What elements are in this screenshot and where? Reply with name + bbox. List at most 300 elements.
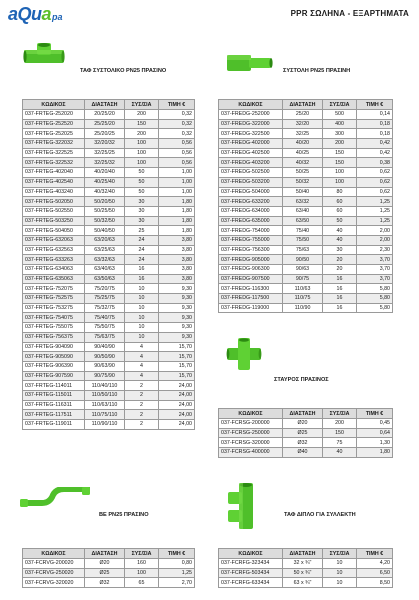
cell-pack: 50 xyxy=(125,168,159,178)
cell-price: 24,00 xyxy=(159,381,195,391)
cell-code: 037-FRTEG-114011 xyxy=(23,381,85,391)
cell-code: 037-FRTEG-754075 xyxy=(23,313,85,323)
cell-pack: 16 xyxy=(125,265,159,275)
brand-logo-part2: a xyxy=(41,4,52,24)
cell-size: 75/32/75 xyxy=(85,303,125,313)
cell-pack: 25 xyxy=(125,226,159,236)
cell-size: Ø20 xyxy=(85,559,125,569)
cell-pack: 10 xyxy=(125,284,159,294)
cell-code: 037-FREDG-635000 xyxy=(219,216,283,226)
cell-pack: 24 xyxy=(125,235,159,245)
cell-pack: 100 xyxy=(323,168,357,178)
cell-code: 037-FCRSG-250000 xyxy=(219,428,283,438)
cell-pack: 10 xyxy=(323,559,357,569)
table-row xyxy=(219,177,393,187)
cell-code: 037-FCRVG-200020 xyxy=(23,559,85,569)
cell-pack: 50 xyxy=(323,216,357,226)
table-row xyxy=(23,158,195,168)
table-row xyxy=(219,568,393,578)
cell-pack: 100 xyxy=(323,177,357,187)
cell-size: 90/40/90 xyxy=(85,342,125,352)
brand-logo-part1: aQu xyxy=(8,4,42,24)
table-row xyxy=(219,158,393,168)
cell-size: 25/20/25 xyxy=(85,129,125,139)
cell-size: 40/32/40 xyxy=(85,187,125,197)
col-header-size: ΔΙΑΣΤΑΣΗ xyxy=(283,549,323,559)
cell-pack: 24 xyxy=(125,245,159,255)
cell-size: 75/40 xyxy=(283,226,323,236)
table-row xyxy=(219,578,393,588)
cell-size: 63/40 xyxy=(283,206,323,216)
cell-size: 63/50/63 xyxy=(85,274,125,284)
cell-code: 037-FREDG-907500 xyxy=(219,274,283,284)
reducer-label: ΣΥΣΤΟΛΗ PN25 ΠΡΑΣΙΝΗ xyxy=(283,68,351,74)
cell-pack: 40 xyxy=(323,448,357,458)
cell-price: 0,56 xyxy=(159,139,195,149)
table-row xyxy=(23,148,195,158)
cell-code: 037-FRTEG-115011 xyxy=(23,390,85,400)
cell-pack: 50 xyxy=(125,187,159,197)
cell-code: 037-FRTEG-322032 xyxy=(23,139,85,149)
cell-code: 037-FREDG-504000 xyxy=(219,187,283,197)
cell-pack: 40 xyxy=(323,235,357,245)
table-row xyxy=(23,139,195,149)
table-row xyxy=(23,332,195,342)
cell-code: 037-FRTEG-756375 xyxy=(23,332,85,342)
cell-pack: 30 xyxy=(125,216,159,226)
cell-code: 037-FREDG-755000 xyxy=(219,235,283,245)
cell-pack: 16 xyxy=(323,294,357,304)
cell-code: 037-FRTEG-752075 xyxy=(23,284,85,294)
cell-size: 25/25/20 xyxy=(85,119,125,129)
cell-code: 037-FREDG-634000 xyxy=(219,206,283,216)
col-header-pack: ΣΥΣ/ΣΙΑ xyxy=(125,100,159,110)
cell-pack: 10 xyxy=(323,568,357,578)
table-row xyxy=(219,235,393,245)
cell-size: 75/63 xyxy=(283,245,323,255)
cell-pack: 10 xyxy=(125,332,159,342)
col-header-size: ΔΙΑΣΤΑΣΗ xyxy=(283,100,323,110)
cell-size: 110/40/110 xyxy=(85,381,125,391)
table-row xyxy=(219,438,393,448)
col-header-code: ΚΩΔΙΚΟΣ xyxy=(23,549,85,559)
cell-price: 9,30 xyxy=(159,294,195,304)
cell-price: 3,80 xyxy=(159,274,195,284)
table-row xyxy=(219,216,393,226)
col-header-price: ΤΙΜΗ € xyxy=(159,100,195,110)
brand-logo xyxy=(8,4,63,26)
cell-pack: 100 xyxy=(125,148,159,158)
cell-price: 15,70 xyxy=(159,361,195,371)
cell-code: 037-FRTEG-635063 xyxy=(23,274,85,284)
cell-price: 9,30 xyxy=(159,303,195,313)
cell-pack: 20 xyxy=(323,255,357,265)
cell-size: 50/40 xyxy=(283,187,323,197)
reducer-fitting-image xyxy=(225,52,275,74)
cell-size: 75/63/75 xyxy=(85,332,125,342)
table-row xyxy=(219,129,393,139)
cell-pack: 200 xyxy=(125,129,159,139)
cell-code: 037-FREDG-403200 xyxy=(219,158,283,168)
cell-code: 037-FRTEG-633263 xyxy=(23,255,85,265)
cell-size: 32/20 xyxy=(283,119,323,129)
cell-price: 4,20 xyxy=(357,559,393,569)
table-row xyxy=(23,255,195,265)
cell-code: 037-FREDG-119000 xyxy=(219,303,283,313)
cell-code: 037-FREDG-754000 xyxy=(219,226,283,236)
table-row xyxy=(23,400,195,410)
cell-code: 037-FRTEG-117511 xyxy=(23,410,85,420)
cell-size: 110/63 xyxy=(283,284,323,294)
cell-pack: 50 xyxy=(125,177,159,187)
cell-size: 20/25/20 xyxy=(85,110,125,120)
cell-code: 037-FRTEG-753275 xyxy=(23,303,85,313)
cell-code: 037-FRTEG-403240 xyxy=(23,187,85,197)
cell-price: 0,42 xyxy=(357,148,393,158)
cell-price: 1,80 xyxy=(159,206,195,216)
table-row xyxy=(219,294,393,304)
table-row xyxy=(23,390,195,400)
table-row xyxy=(219,419,393,429)
cell-price: 24,00 xyxy=(159,400,195,410)
table-row xyxy=(219,284,393,294)
cell-size: 50 x ¾" xyxy=(283,568,323,578)
table-row xyxy=(23,197,195,207)
col-header-size: ΔΙΑΣΤΑΣΗ xyxy=(283,409,323,419)
cell-size: 40/20/40 xyxy=(85,168,125,178)
table-row xyxy=(23,294,195,304)
cell-size: 90/50/90 xyxy=(85,352,125,362)
cell-code: 037-FREDG-402500 xyxy=(219,148,283,158)
table-row xyxy=(219,428,393,438)
cell-pack: 4 xyxy=(125,342,159,352)
table-row xyxy=(23,313,195,323)
table-row xyxy=(23,342,195,352)
cell-code: 037-FREDG-117500 xyxy=(219,294,283,304)
table-row xyxy=(23,361,195,371)
cell-price: 9,30 xyxy=(159,332,195,342)
cell-pack: 16 xyxy=(125,274,159,284)
cell-code: 037-FRTEG-906390 xyxy=(23,361,85,371)
cell-price: 24,00 xyxy=(159,410,195,420)
cell-code: 037-FCRSG-200000 xyxy=(219,419,283,429)
col-header-price: ΤΙΜΗ € xyxy=(357,549,393,559)
cell-price: 24,00 xyxy=(159,390,195,400)
table-row xyxy=(23,119,195,129)
cell-size: 110/63/110 xyxy=(85,400,125,410)
table-row xyxy=(23,420,195,430)
cell-price: 3,70 xyxy=(357,274,393,284)
table-row xyxy=(23,235,195,245)
cell-pack: 100 xyxy=(125,158,159,168)
cross-price-table xyxy=(218,408,393,458)
cell-code: 037-FRTEG-504050 xyxy=(23,226,85,236)
double-tee-label: ΤΑΦ ΔΙΠΛΟ ΓΙΑ ΣΥΛΛΕΚΤΗ xyxy=(284,512,356,518)
cell-pack: 16 xyxy=(323,303,357,313)
cell-pack: 300 xyxy=(323,129,357,139)
cell-pack: 2 xyxy=(125,400,159,410)
table-row xyxy=(219,168,393,178)
cell-code: 037-FRTEG-752575 xyxy=(23,294,85,304)
cell-size: 75/40/75 xyxy=(85,313,125,323)
cell-code: 037-FRTEG-632063 xyxy=(23,235,85,245)
cell-size: Ø32 xyxy=(283,438,323,448)
col-header-code: ΚΩΔΙΚΟΣ xyxy=(23,100,85,110)
cell-size: 40/32 xyxy=(283,158,323,168)
cell-code: 037-FRTEG-905090 xyxy=(23,352,85,362)
table-row xyxy=(23,110,195,120)
cell-size: 90/50 xyxy=(283,255,323,265)
cell-code: 037-FRTEG-119011 xyxy=(23,420,85,430)
table-row xyxy=(219,197,393,207)
cell-pack: 150 xyxy=(323,428,357,438)
cell-size: 32/25/32 xyxy=(85,158,125,168)
cell-price: 1,00 xyxy=(159,177,195,187)
cell-size: 50/40/50 xyxy=(85,226,125,236)
cell-pack: 160 xyxy=(125,559,159,569)
cell-size: 63/40/63 xyxy=(85,265,125,275)
col-header-pack: ΣΥΣ/ΣΙΑ xyxy=(323,549,357,559)
cell-price: 1,25 xyxy=(357,216,393,226)
cell-code: 037-FCRSG-400000 xyxy=(219,448,283,458)
table-row xyxy=(23,303,195,313)
cell-size: 110/75/110 xyxy=(85,410,125,420)
cell-price: 1,80 xyxy=(159,216,195,226)
cell-code: 037-FRTEG-634063 xyxy=(23,265,85,275)
cell-price: 1,80 xyxy=(357,448,393,458)
cell-pack: 30 xyxy=(323,245,357,255)
cell-price: 0,14 xyxy=(357,110,393,120)
crossover-price-table xyxy=(22,548,195,588)
cell-price: 0,38 xyxy=(357,158,393,168)
table-row xyxy=(23,381,195,391)
cell-code: 037-FRTEG-322525 xyxy=(23,148,85,158)
cell-code: 037-FRTEG-755075 xyxy=(23,323,85,333)
cell-pack: 16 xyxy=(323,284,357,294)
tee-price-table xyxy=(22,99,195,430)
cell-price: 0,80 xyxy=(159,559,195,569)
table-row xyxy=(23,226,195,236)
cell-code: 037-FRTEG-632563 xyxy=(23,245,85,255)
cell-price: 24,00 xyxy=(159,420,195,430)
cell-price: 0,32 xyxy=(159,110,195,120)
table-row xyxy=(23,352,195,362)
col-header-code: ΚΩΔΙΚΟΣ xyxy=(219,549,283,559)
table-row xyxy=(219,303,393,313)
table-row xyxy=(23,284,195,294)
col-header-pack: ΣΥΣ/ΣΙΑ xyxy=(323,100,357,110)
cell-size: 110/75 xyxy=(283,294,323,304)
cell-size: 63/20/63 xyxy=(85,235,125,245)
cell-code: 037-FCRFG-323434 xyxy=(219,559,283,569)
table-row xyxy=(23,568,195,578)
cell-size: 40/20 xyxy=(283,139,323,149)
cell-size: 75/25/75 xyxy=(85,294,125,304)
cell-pack: 200 xyxy=(323,139,357,149)
col-header-price: ΤΙΜΗ € xyxy=(357,409,393,419)
cell-pack: 30 xyxy=(125,197,159,207)
cell-price: 15,70 xyxy=(159,342,195,352)
cell-pack: 4 xyxy=(125,352,159,362)
cell-code: 037-FREDG-633200 xyxy=(219,197,283,207)
table-row xyxy=(219,139,393,149)
cell-size: 63 x ¾" xyxy=(283,578,323,588)
table-row xyxy=(219,448,393,458)
cell-price: 1,80 xyxy=(159,197,195,207)
cell-code: 037-FRTEG-503250 xyxy=(23,216,85,226)
cell-size: 32/25/25 xyxy=(85,148,125,158)
cell-pack: 4 xyxy=(125,371,159,381)
cell-pack: 150 xyxy=(323,148,357,158)
cell-price: 1,30 xyxy=(357,438,393,448)
page-title: PPR ΣΩΛΗΝΑ - ΕΞΑΡΤΗΜΑΤΑ xyxy=(290,9,409,18)
cell-pack: 65 xyxy=(125,578,159,588)
cell-pack: 20 xyxy=(323,265,357,275)
cell-price: 0,18 xyxy=(357,129,393,139)
cell-code: 037-FRTEG-502550 xyxy=(23,206,85,216)
cell-pack: 10 xyxy=(125,303,159,313)
cell-pack: 10 xyxy=(323,578,357,588)
tee-fitting-image xyxy=(22,42,66,72)
cell-pack: 10 xyxy=(125,313,159,323)
cell-pack: 80 xyxy=(323,187,357,197)
cell-size: 75/20/75 xyxy=(85,284,125,294)
cell-code: 037-FCRVG-320020 xyxy=(23,578,85,588)
table-row xyxy=(23,245,195,255)
cell-code: 037-FREDG-252000 xyxy=(219,110,283,120)
cross-fitting-image xyxy=(226,337,262,371)
cell-code: 037-FCRFG-633434 xyxy=(219,578,283,588)
cell-size: Ø25 xyxy=(85,568,125,578)
cell-size: 50/25 xyxy=(283,168,323,178)
cell-price: 1,00 xyxy=(159,187,195,197)
cell-pack: 4 xyxy=(125,361,159,371)
cell-pack: 16 xyxy=(323,274,357,284)
cell-code: 037-FREDG-322500 xyxy=(219,129,283,139)
cell-price: 0,62 xyxy=(357,177,393,187)
cell-price: 0,42 xyxy=(357,139,393,149)
cell-price: 3,70 xyxy=(357,255,393,265)
col-header-price: ΤΙΜΗ € xyxy=(159,549,195,559)
cell-pack: 2 xyxy=(125,390,159,400)
table-row xyxy=(23,216,195,226)
cell-pack: 75 xyxy=(323,438,357,448)
cell-size: 25/20 xyxy=(283,110,323,120)
cell-pack: 10 xyxy=(125,294,159,304)
crossover-label: ΒΕ PN25 ΠΡΑΣΙΝΟ xyxy=(99,512,149,518)
cell-size: 40/25 xyxy=(283,148,323,158)
reducer-price-table xyxy=(218,99,393,313)
cell-price: 1,25 xyxy=(357,206,393,216)
cell-price: 3,70 xyxy=(357,265,393,275)
table-row xyxy=(23,265,195,275)
cell-size: 90/63 xyxy=(283,265,323,275)
cell-code: 037-FREDG-905000 xyxy=(219,255,283,265)
cell-price: 5,80 xyxy=(357,284,393,294)
cell-code: 037-FCRFG-503434 xyxy=(219,568,283,578)
cell-size: 40/25/40 xyxy=(85,177,125,187)
cell-pack: 100 xyxy=(125,139,159,149)
col-header-size: ΔΙΑΣΤΑΣΗ xyxy=(85,100,125,110)
cell-size: 32/25 xyxy=(283,129,323,139)
table-row xyxy=(23,371,195,381)
double-tee-price-table xyxy=(218,548,393,588)
cell-code: 037-FRTEG-402540 xyxy=(23,177,85,187)
table-row xyxy=(219,245,393,255)
cell-price: 2,00 xyxy=(357,226,393,236)
cell-price: 2,00 xyxy=(357,235,393,245)
cell-code: 037-FRTEG-252025 xyxy=(23,129,85,139)
cell-pack: 24 xyxy=(125,255,159,265)
table-row xyxy=(219,226,393,236)
cell-size: 63/50 xyxy=(283,216,323,226)
cell-pack: 200 xyxy=(125,110,159,120)
col-header-price: ΤΙΜΗ € xyxy=(357,100,393,110)
col-header-pack: ΣΥΣ/ΣΙΑ xyxy=(125,549,159,559)
table-row xyxy=(23,410,195,420)
cell-pack: 60 xyxy=(323,206,357,216)
cell-pack: 2 xyxy=(125,420,159,430)
table-row xyxy=(219,265,393,275)
cell-price: 9,30 xyxy=(159,284,195,294)
cell-pack: 2 xyxy=(125,410,159,420)
cell-pack: 10 xyxy=(125,323,159,333)
cell-code: 037-FRTEG-502050 xyxy=(23,197,85,207)
cell-code: 037-FRTEG-402040 xyxy=(23,168,85,178)
cell-price: 0,56 xyxy=(159,158,195,168)
cell-price: 2,70 xyxy=(159,578,195,588)
cell-size: 90/75 xyxy=(283,274,323,284)
cell-code: 037-FREDG-906300 xyxy=(219,265,283,275)
cell-size: 32 x ¾" xyxy=(283,559,323,569)
cell-pack: 30 xyxy=(125,206,159,216)
cell-price: 0,56 xyxy=(159,148,195,158)
cell-size: 75/50/75 xyxy=(85,323,125,333)
cell-pack: 200 xyxy=(323,419,357,429)
cell-size: 63/25/63 xyxy=(85,245,125,255)
table-row xyxy=(219,148,393,158)
cell-price: 8,50 xyxy=(357,578,393,588)
cell-size: Ø20 xyxy=(283,419,323,429)
table-row xyxy=(219,255,393,265)
table-row xyxy=(219,119,393,129)
cell-price: 0,32 xyxy=(159,129,195,139)
table-row xyxy=(23,187,195,197)
cell-price: 6,50 xyxy=(357,568,393,578)
table-row xyxy=(23,129,195,139)
cell-code: 037-FRTEG-116311 xyxy=(23,400,85,410)
table-row xyxy=(219,206,393,216)
cell-code: 037-FRTEG-252020 xyxy=(23,110,85,120)
cell-price: 1,80 xyxy=(159,226,195,236)
cell-code: 037-FREDG-502500 xyxy=(219,168,283,178)
table-row xyxy=(23,206,195,216)
crossover-fitting-image xyxy=(20,487,90,509)
cell-pack: 60 xyxy=(323,197,357,207)
cell-price: 1,25 xyxy=(159,568,195,578)
cell-size: 110/50/110 xyxy=(85,390,125,400)
cell-code: 037-FRTEG-252520 xyxy=(23,119,85,129)
cell-price: 0,18 xyxy=(357,119,393,129)
cell-size: 50/25/50 xyxy=(85,206,125,216)
cell-pack: 2 xyxy=(125,381,159,391)
cell-size: 75/50 xyxy=(283,235,323,245)
cell-price: 15,70 xyxy=(159,352,195,362)
cell-size: Ø40 xyxy=(283,448,323,458)
cell-pack: 150 xyxy=(125,119,159,129)
cell-price: 1,00 xyxy=(159,168,195,178)
cell-pack: 40 xyxy=(323,226,357,236)
